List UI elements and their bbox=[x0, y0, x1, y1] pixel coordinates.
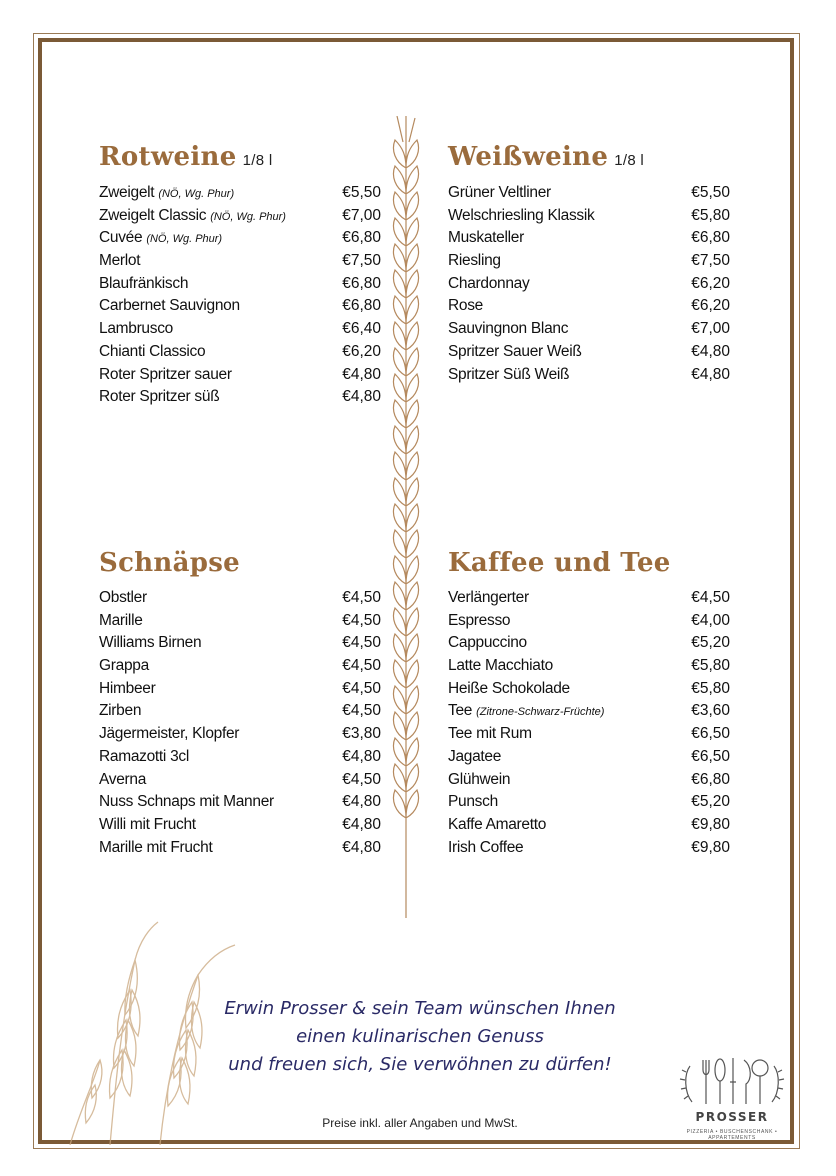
item-price: €9,80 bbox=[691, 838, 730, 856]
item-name-group bbox=[99, 634, 201, 652]
menu-item bbox=[448, 366, 730, 389]
item-name-group bbox=[448, 839, 523, 857]
item-name: Marille mit Frucht bbox=[99, 838, 213, 856]
item-price: €6,80 bbox=[342, 274, 381, 292]
section-title bbox=[99, 142, 272, 172]
item-name-group bbox=[99, 612, 143, 630]
menu-item bbox=[99, 793, 381, 816]
item-name: Latte Macchiato bbox=[448, 657, 553, 675]
item-name-group bbox=[99, 343, 205, 361]
item-price: €3,80 bbox=[342, 725, 381, 743]
item-name: Riesling bbox=[448, 252, 501, 270]
kitchen-utensils-icon bbox=[676, 1052, 788, 1112]
prosser-logo bbox=[676, 1052, 788, 1144]
item-name-group bbox=[99, 297, 240, 315]
menu-item bbox=[448, 297, 730, 320]
item-price: €6,20 bbox=[691, 297, 730, 315]
menu-item bbox=[448, 229, 730, 252]
item-price: €6,80 bbox=[691, 770, 730, 788]
menu-item bbox=[448, 612, 730, 635]
menu-item bbox=[448, 207, 730, 230]
item-price: €4,80 bbox=[342, 815, 381, 833]
menu-item bbox=[448, 839, 730, 862]
menu-item bbox=[448, 748, 730, 771]
item-name-group bbox=[448, 725, 532, 743]
item-price: €6,20 bbox=[342, 342, 381, 360]
item-name-group bbox=[448, 343, 582, 361]
menu-item bbox=[448, 702, 730, 725]
item-name-group bbox=[99, 252, 140, 270]
item-price: €6,50 bbox=[691, 725, 730, 743]
item-note: (Zitrone-Schwarz-Früchte) bbox=[476, 706, 605, 719]
item-name-group bbox=[448, 320, 568, 338]
item-price: €4,80 bbox=[342, 793, 381, 811]
item-name-group bbox=[448, 657, 553, 675]
item-price: €5,50 bbox=[691, 184, 730, 201]
item-name: Irish Coffee bbox=[448, 838, 524, 856]
item-price: €7,00 bbox=[342, 206, 381, 224]
menu-item bbox=[99, 343, 381, 366]
item-name-group bbox=[448, 816, 546, 834]
menu-item bbox=[99, 634, 381, 657]
menu-item bbox=[99, 388, 381, 411]
item-name: Himbeer bbox=[99, 679, 156, 697]
section-title-text: Kaffee und Tee bbox=[448, 548, 671, 578]
item-name: Heiße Schokolade bbox=[448, 679, 570, 697]
item-name: Zweigelt bbox=[99, 184, 155, 201]
menu-item bbox=[448, 680, 730, 703]
item-name-group bbox=[448, 748, 501, 766]
item-price: €4,00 bbox=[691, 611, 730, 629]
item-price: €4,50 bbox=[342, 611, 381, 629]
item-name: Carbernet Sauvignon bbox=[99, 297, 240, 315]
item-price: €5,50 bbox=[342, 184, 381, 201]
menu-item bbox=[99, 252, 381, 275]
item-name: Blaufränkisch bbox=[99, 274, 189, 292]
item-name-group bbox=[448, 229, 524, 247]
item-price: €3,60 bbox=[691, 702, 730, 720]
item-price: €4,80 bbox=[342, 747, 381, 765]
item-name-group bbox=[99, 366, 232, 384]
section-title bbox=[99, 548, 240, 578]
item-name: Chianti Classico bbox=[99, 342, 206, 360]
item-price: €5,20 bbox=[691, 793, 730, 811]
item-name: Jagatee bbox=[448, 747, 502, 765]
item-name: Rose bbox=[448, 297, 483, 315]
menu-item bbox=[99, 320, 381, 343]
item-name: Willi mit Frucht bbox=[99, 815, 196, 833]
item-name: Grappa bbox=[99, 657, 149, 675]
footer-line: einen kulinarischen Genuss bbox=[296, 1026, 544, 1047]
item-name-group bbox=[448, 366, 569, 384]
item-name: Spritzer Sauer Weiß bbox=[448, 342, 582, 360]
item-price: €5,80 bbox=[691, 657, 730, 675]
item-name-group bbox=[99, 657, 149, 675]
item-name: Glühwein bbox=[448, 770, 511, 788]
menu-item bbox=[448, 725, 730, 748]
section-title-text: Weißweine bbox=[448, 142, 609, 172]
item-price: €6,20 bbox=[691, 274, 730, 292]
item-price: €4,50 bbox=[691, 589, 730, 606]
item-name-group bbox=[99, 207, 286, 225]
item-name-group bbox=[99, 320, 173, 338]
item-price: €4,50 bbox=[342, 702, 381, 720]
item-name: Averna bbox=[99, 770, 147, 788]
section-unit: 1/8 l bbox=[242, 152, 273, 169]
item-list bbox=[448, 589, 730, 861]
menu-item bbox=[448, 634, 730, 657]
footer-line: Erwin Prosser & sein Team wünschen Ihnen bbox=[224, 998, 616, 1019]
item-name-group bbox=[99, 275, 188, 293]
menu-item bbox=[99, 612, 381, 635]
footer-message bbox=[170, 995, 670, 1079]
item-price: €6,50 bbox=[691, 747, 730, 765]
item-name: Spritzer Süß Weiß bbox=[448, 365, 570, 383]
item-price: €5,20 bbox=[691, 634, 730, 652]
item-list bbox=[448, 184, 730, 388]
item-price: €5,80 bbox=[691, 206, 730, 224]
item-price: €4,50 bbox=[342, 634, 381, 652]
item-price: €7,50 bbox=[342, 252, 381, 270]
item-name: Nuss Schnaps mit Manner bbox=[99, 793, 274, 811]
item-name: Tee mit Rum bbox=[448, 725, 532, 743]
item-name-group bbox=[448, 252, 501, 270]
item-name: Jägermeister, Klopfer bbox=[99, 725, 240, 743]
price-disclaimer: Preise inkl. aller Angaben und MwSt. bbox=[322, 1116, 518, 1130]
item-name-group bbox=[99, 839, 212, 857]
menu-item bbox=[99, 657, 381, 680]
item-name: Obstler bbox=[99, 589, 147, 606]
item-note: (NÖ, Wg. Phur) bbox=[210, 210, 286, 223]
menu-item bbox=[99, 366, 381, 389]
item-name: Cuvée bbox=[99, 229, 143, 247]
menu-item bbox=[99, 275, 381, 298]
item-name-group bbox=[99, 229, 222, 247]
item-note: (NÖ, Wg. Phur) bbox=[146, 233, 223, 246]
item-name-group bbox=[448, 702, 604, 720]
item-name-group bbox=[448, 634, 527, 652]
item-name-group bbox=[448, 612, 510, 630]
item-name: Sauvingnon Blanc bbox=[448, 320, 569, 338]
item-name-group bbox=[448, 793, 498, 811]
item-name: Kaffe Amaretto bbox=[448, 815, 547, 833]
item-price: €4,50 bbox=[342, 589, 381, 606]
menu-item bbox=[99, 839, 381, 862]
item-price: €4,50 bbox=[342, 657, 381, 675]
item-price: €4,80 bbox=[691, 365, 730, 383]
item-note: (NÖ, Wg. Phur) bbox=[158, 188, 235, 200]
menu-item bbox=[448, 275, 730, 298]
item-name-group bbox=[99, 793, 274, 811]
menu-item bbox=[99, 702, 381, 725]
item-name: Zirben bbox=[99, 702, 142, 720]
menu-item bbox=[99, 748, 381, 771]
item-name: Espresso bbox=[448, 611, 511, 629]
item-price: €7,50 bbox=[691, 252, 730, 270]
item-price: €5,80 bbox=[691, 679, 730, 697]
item-name: Marille bbox=[99, 611, 143, 629]
item-name: Merlot bbox=[99, 252, 141, 270]
item-price: €4,50 bbox=[342, 770, 381, 788]
menu-item bbox=[99, 771, 381, 794]
item-name-group bbox=[99, 702, 141, 720]
item-name: Chardonnay bbox=[448, 274, 530, 292]
item-name-group bbox=[99, 748, 189, 766]
item-price: €4,80 bbox=[342, 388, 381, 406]
item-name: Verlängerter bbox=[448, 589, 529, 606]
item-name-group bbox=[99, 680, 155, 698]
menu-item bbox=[448, 343, 730, 366]
item-price: €4,80 bbox=[342, 838, 381, 856]
section-title-text: Schnäpse bbox=[99, 548, 241, 578]
item-price: €6,40 bbox=[342, 320, 381, 338]
menu-item bbox=[448, 184, 730, 207]
item-name-group bbox=[448, 589, 529, 607]
item-price: €6,80 bbox=[342, 229, 381, 247]
item-name-group bbox=[99, 184, 234, 202]
menu-item bbox=[448, 252, 730, 275]
item-name: Tee bbox=[448, 702, 473, 720]
item-name: Ramazotti 3cl bbox=[99, 747, 189, 765]
menu-item bbox=[99, 184, 381, 207]
menu-item bbox=[448, 816, 730, 839]
item-name-group bbox=[99, 816, 196, 834]
menu-item bbox=[448, 793, 730, 816]
item-name-group bbox=[99, 725, 239, 743]
item-name-group bbox=[99, 771, 146, 789]
item-name: Williams Birnen bbox=[99, 634, 202, 652]
item-list bbox=[99, 184, 381, 411]
item-price: €6,80 bbox=[691, 229, 730, 247]
menu-item bbox=[448, 771, 730, 794]
item-name-group bbox=[448, 680, 570, 698]
item-price: €6,80 bbox=[342, 297, 381, 315]
item-name: Lambrusco bbox=[99, 320, 173, 338]
logo-tagline: PIZZERIA • BUSCHENSCHANK • APPARTEMENTS bbox=[686, 1129, 778, 1141]
item-name-group bbox=[448, 771, 510, 789]
item-name: Welschriesling Klassik bbox=[448, 206, 595, 224]
item-list bbox=[99, 589, 381, 861]
menu-item bbox=[99, 229, 381, 252]
menu-item bbox=[99, 589, 381, 612]
wheat-stalk-icon bbox=[381, 116, 431, 918]
item-price: €9,80 bbox=[691, 815, 730, 833]
section-title bbox=[448, 142, 644, 172]
footer-line: und freuen sich, Sie verwöhnen zu dürfen! bbox=[228, 1054, 612, 1075]
item-name-group bbox=[99, 589, 147, 607]
menu-item bbox=[99, 297, 381, 320]
item-name: Punsch bbox=[448, 793, 498, 811]
item-name-group bbox=[448, 275, 529, 293]
item-name: Roter Spritzer süß bbox=[99, 388, 220, 406]
item-name-group bbox=[448, 207, 594, 225]
item-price: €7,00 bbox=[691, 320, 730, 338]
logo-name: PROSSER bbox=[695, 1110, 769, 1124]
section-title-text: Rotweine bbox=[99, 142, 237, 172]
item-name-group bbox=[448, 297, 483, 315]
item-name: Roter Spritzer sauer bbox=[99, 365, 232, 383]
menu-item bbox=[99, 207, 381, 230]
item-price: €4,50 bbox=[342, 679, 381, 697]
section-title bbox=[448, 548, 671, 578]
menu-item bbox=[448, 657, 730, 680]
item-name: Grüner Veltliner bbox=[448, 184, 551, 201]
item-price: €4,80 bbox=[342, 365, 381, 383]
item-price: €4,80 bbox=[691, 342, 730, 360]
item-name-group bbox=[99, 388, 219, 406]
item-name: Cappuccino bbox=[448, 634, 527, 652]
section-unit: 1/8 l bbox=[614, 152, 645, 169]
menu-item bbox=[99, 680, 381, 703]
menu-item bbox=[448, 589, 730, 612]
item-name-group bbox=[448, 184, 551, 202]
menu-item bbox=[99, 816, 381, 839]
item-name: Zweigelt Classic bbox=[99, 206, 207, 224]
menu-item bbox=[99, 725, 381, 748]
menu-item bbox=[448, 320, 730, 343]
item-name: Muskateller bbox=[448, 229, 524, 247]
